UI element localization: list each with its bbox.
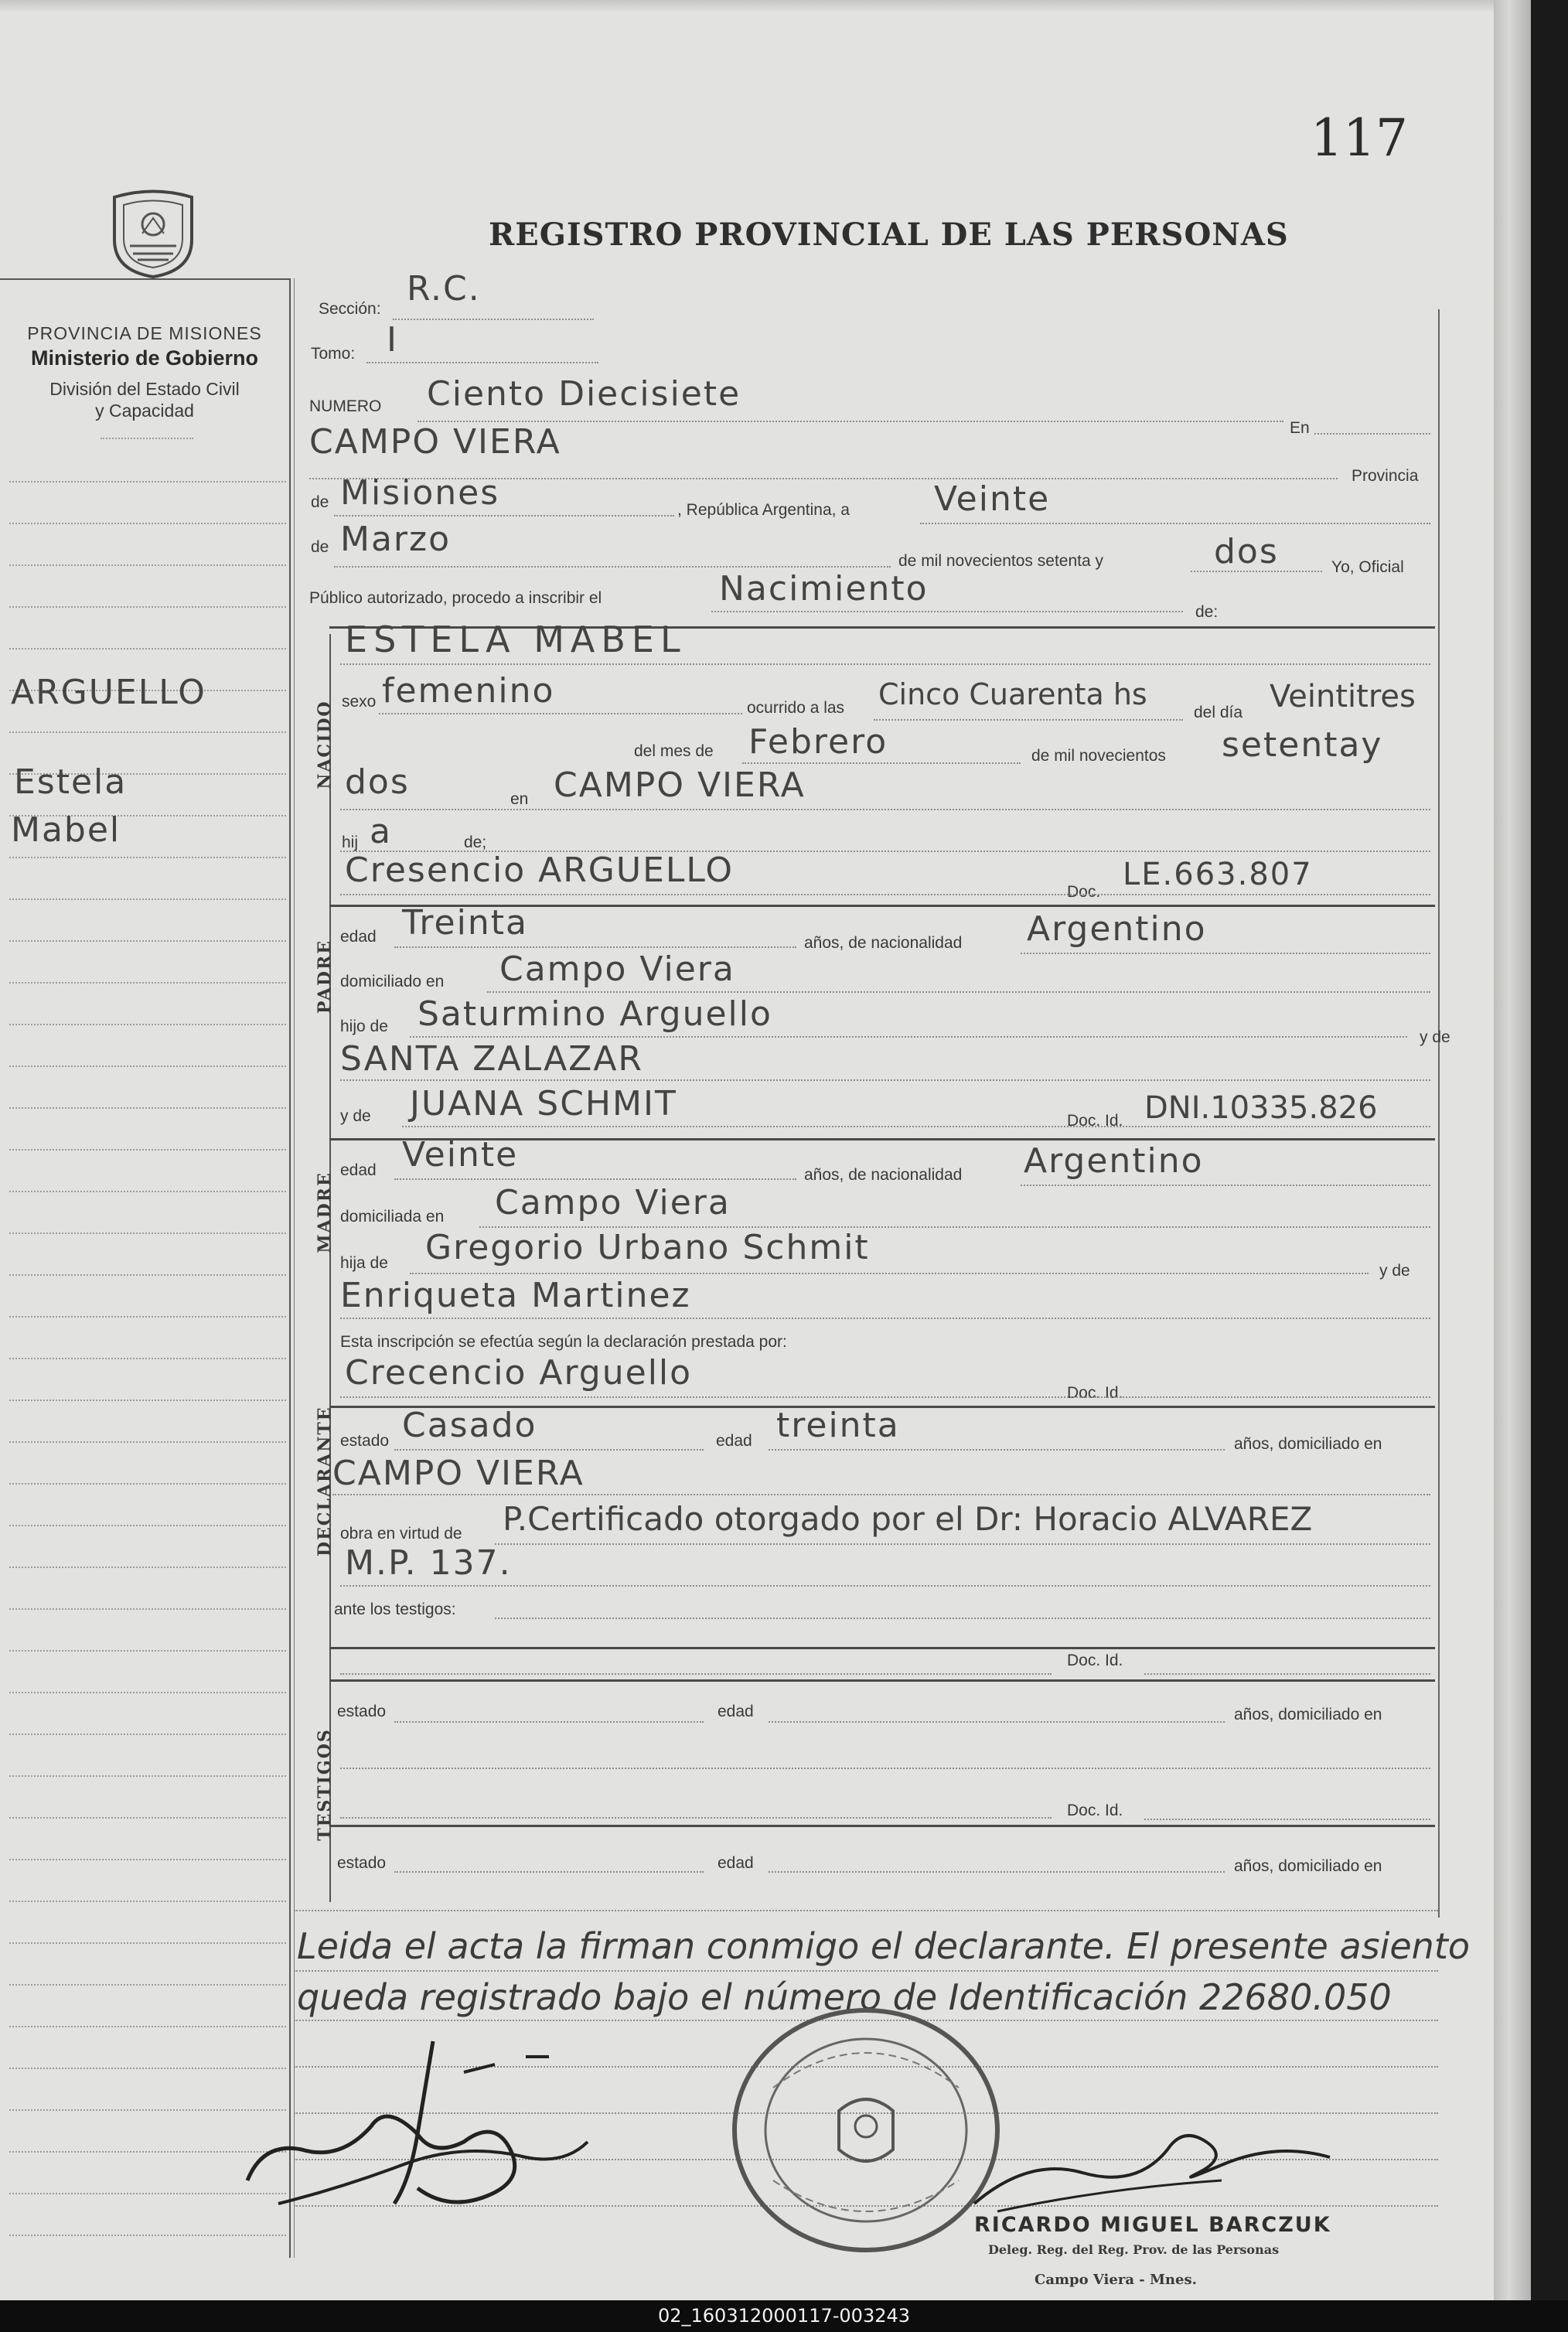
value-lugar: CAMPO VIERA (309, 422, 561, 462)
value-madre-padre: Gregorio Urbano Schmit (425, 1228, 870, 1267)
value-hij-suffix: a (370, 812, 392, 851)
line-seccion (393, 319, 594, 320)
line-ano (1191, 571, 1322, 572)
value-lugar-nac: CAMPO VIERA (554, 765, 806, 805)
official-title: Deleg. Reg. del Reg. Prov. de las Personas (988, 2242, 1280, 2257)
label-padre-hijo: hijo de (340, 1018, 388, 1035)
line-obra2 (340, 1585, 1430, 1587)
line-provincia (334, 515, 674, 517)
line-madre-nac (1021, 1185, 1430, 1186)
line-en (1314, 433, 1430, 435)
value-dia: Veinte (934, 479, 1051, 519)
label-test2-doc: Doc. Id. (1067, 1802, 1123, 1819)
rule-test2 (329, 1825, 1435, 1827)
label-test2-estado: estado (337, 1854, 387, 1872)
rule-testigos-top (329, 1647, 1435, 1649)
line-mes (334, 566, 891, 568)
official-place: Campo Viera - Mnes. (1035, 2272, 1197, 2288)
value-ano-nac-a: setentay (1222, 725, 1383, 765)
label-test1-estado: estado (337, 1703, 387, 1720)
provincial-crest-icon (99, 186, 207, 278)
label-de-mil2: de mil novecientos (1031, 747, 1166, 765)
label-de-mes: de (311, 538, 329, 556)
label-madre-doc: Doc. Id. (1067, 1112, 1123, 1130)
section-column-divider (329, 634, 331, 1902)
value-seccion: R.C. (407, 269, 481, 309)
margin-header-line3: División del Estado Civil (49, 379, 240, 399)
label-padre-doc: Doc. (1067, 883, 1101, 901)
line-decl-edad (769, 1449, 1225, 1451)
value-decl-dom: CAMPO VIERA (332, 1454, 585, 1493)
value-decl-edad: treinta (776, 1406, 900, 1445)
label-de-mil: de mil novecientos setenta y (898, 552, 1103, 570)
label-decl-estado: estado (340, 1432, 390, 1450)
label-madre-yde2: y de (1379, 1262, 1410, 1280)
label-yo-oficial: Yo, Oficial (1331, 558, 1404, 576)
label-madre-nac: años, de nacionalidad (804, 1166, 963, 1184)
label-del-mes: del mes de (634, 742, 714, 760)
label-decl-doc: Doc. Id. (1067, 1384, 1123, 1402)
line-acto (711, 611, 1183, 612)
label-publico: Público autorizado, procedo a inscribir el (309, 589, 602, 607)
label-ante-testigos: ante los testigos: (334, 1601, 456, 1618)
line-nombre (340, 663, 1430, 665)
line-mes-nac (742, 762, 1021, 764)
line-dia (920, 523, 1430, 524)
value-madre-dom: Campo Viera (495, 1183, 731, 1222)
closing-line2: queda registrado bajo el número de Identificación 22680.050 (297, 1976, 1392, 2018)
book-edge (1494, 0, 1531, 2300)
label-padre-dom: domiciliado en (340, 973, 445, 990)
line-padre-padre (410, 1036, 1407, 1038)
line-madre-madre (340, 1318, 1430, 1319)
line-decl-dom (332, 1494, 1430, 1495)
line-padre-nac (1021, 953, 1430, 954)
label-numero: NUMERO (309, 397, 382, 415)
line-test1-doc (1144, 1673, 1430, 1675)
official-name: RICARDO MIGUEL BARCZUK (974, 2213, 1331, 2237)
line-ante (495, 1618, 1430, 1619)
margin-divider-inner (294, 278, 295, 2258)
label-esta-inscripcion: Esta inscripción se efectúa según la declaración prestada por: (340, 1333, 787, 1351)
official-stamp (727, 2003, 1005, 2258)
value-obra: P.Certificado otorgado por el Dr: Horacio ALVAREZ (503, 1500, 1313, 1538)
value-nombre: ESTELA MABEL (345, 619, 687, 660)
value-ano-nac-b: dos (345, 762, 410, 802)
line-madre-edad (394, 1178, 796, 1180)
value-mes: Marzo (340, 520, 452, 559)
label-test1-doc: Doc. Id. (1067, 1652, 1123, 1669)
label-en: En (1290, 419, 1310, 437)
page-top-edge (0, 0, 1531, 12)
line-test2-estado (394, 1871, 704, 1873)
line-test2-dom (294, 1910, 1438, 1911)
label-test1-edad: edad (718, 1703, 754, 1720)
label-decl-anos: años, domiciliado en (1234, 1435, 1382, 1453)
line-closing1 (294, 1970, 1438, 1972)
image-id-footer: 02_160312000117-003243 (0, 2300, 1568, 2332)
value-madre-nac: Argentino (1024, 1141, 1204, 1181)
label-del-dia: del día (1194, 704, 1243, 721)
line-hora (874, 719, 1183, 721)
value-hora: Cinco Cuarenta hs (878, 677, 1147, 711)
section-declarante: DECLARANTE (315, 1406, 335, 1556)
line-decl-estado (394, 1449, 704, 1451)
label-padre-yde: y de (1420, 1028, 1450, 1046)
label-hij: hij (342, 834, 359, 851)
label-madre-hija: hija de (340, 1254, 388, 1272)
label-seccion: Sección: (319, 300, 381, 318)
label-padre-nac: años, de nacionalidad (804, 934, 963, 952)
value-padre-edad: Treinta (402, 903, 528, 943)
margin-header-line4: y Capacidad (95, 401, 194, 421)
line-sexo (379, 713, 742, 714)
value-padre-nombre: Cresencio ARGUELLO (345, 851, 734, 890)
value-madre-doc: DNI.10335.826 (1144, 1090, 1378, 1126)
margin-header-line1: PROVINCIA DE MISIONES (27, 323, 262, 343)
value-declarante: Crecencio Arguello (345, 1353, 693, 1393)
value-madre-edad: Veinte (402, 1135, 519, 1175)
label-de-prov: de (311, 493, 329, 511)
line-padre-dom (487, 991, 1430, 993)
label-obra: obra en virtud de (340, 1525, 462, 1543)
line-padre (340, 894, 1430, 895)
label-sexo: sexo (342, 693, 377, 711)
section-padre: PADRE (315, 939, 335, 1014)
margin-divider (289, 278, 291, 2258)
label-ocurrido: ocurrido a las (747, 699, 845, 717)
line-padre-madre (340, 1079, 1430, 1081)
label-madre-dom: domiciliada en (340, 1208, 445, 1226)
label-madre-edad: edad (340, 1161, 377, 1179)
line-madre (402, 1126, 1430, 1127)
value-madre-nombre: JUANA SCHMIT (410, 1084, 677, 1123)
line-lugar-nac (340, 809, 1430, 810)
label-de-hij: de; (464, 834, 487, 851)
line-tomo (366, 362, 598, 363)
value-padre-madre: SANTA ZALAZAR (340, 1039, 643, 1079)
value-obra2: M.P. 137. (345, 1543, 512, 1583)
label-de-acto: de: (1195, 603, 1219, 621)
value-madre-madre: Enriqueta Martinez (340, 1276, 691, 1315)
value-decl-estado: Casado (402, 1406, 537, 1445)
declarant-signature (232, 2026, 603, 2227)
label-test2-anos: años, domiciliado en (1234, 1857, 1382, 1875)
margin-header-line2: Ministerio de Gobierno (30, 346, 259, 370)
label-test1-anos: años, domiciliado en (1234, 1706, 1382, 1723)
line-padre-edad (394, 946, 796, 948)
label-test2-edad: edad (718, 1854, 754, 1872)
line-test1-dom (340, 1768, 1430, 1769)
line-obra (495, 1543, 1430, 1545)
line-madre-padre (410, 1273, 1369, 1274)
line-test2-edad (769, 1871, 1225, 1873)
rule-test1 (329, 1679, 1435, 1682)
official-signature (966, 2111, 1338, 2227)
section-madre: MADRE (315, 1171, 335, 1253)
label-provincia: Provincia (1352, 467, 1419, 485)
page-number: 117 (1311, 108, 1408, 168)
label-madre-yde: y de (340, 1107, 371, 1125)
margin-note-surname: ARGUELLO (11, 673, 206, 712)
value-tomo: I (387, 320, 398, 360)
value-acto: Nacimiento (719, 569, 929, 609)
value-provincia: Misiones (340, 473, 500, 513)
label-republica: , República Argentina, a (677, 501, 850, 519)
value-padre-doc: LE.663.807 (1123, 857, 1313, 892)
document-title: REGISTRO PROVINCIAL DE LAS PERSONAS (489, 216, 1289, 253)
value-padre-nac: Argentino (1027, 909, 1207, 949)
line-testigo2 (340, 1817, 1052, 1819)
line-declarante (340, 1396, 1430, 1398)
section-nacido: NACIDO (315, 700, 335, 789)
line-testigo1 (340, 1673, 1052, 1675)
line-test2-doc (1144, 1819, 1430, 1820)
margin-note-name1: Estela (14, 762, 128, 802)
closing-line1: Leida el acta la firman conmigo el declarante. El presente asiento (297, 1925, 1471, 1967)
label-en-nac: en (510, 790, 529, 808)
label-padre-edad: edad (340, 928, 377, 946)
value-dia-nac: Veintitres (1270, 679, 1416, 714)
line-test1-edad (769, 1721, 1225, 1723)
label-tomo: Tomo: (311, 345, 356, 363)
section-testigos: TESTIGOS (315, 1728, 335, 1841)
right-frame (1438, 309, 1440, 1918)
value-padre-padre: Saturmino Arguello (418, 994, 772, 1034)
value-ano: dos (1214, 532, 1279, 571)
line-test1-estado (394, 1721, 704, 1723)
value-padre-dom: Campo Viera (499, 950, 735, 989)
value-numero: Ciento Diecisiete (427, 374, 741, 414)
label-decl-edad: edad (716, 1432, 752, 1450)
value-sexo: femenino (382, 671, 555, 711)
value-mes-nac: Febrero (748, 722, 888, 762)
margin-note-name2: Mabel (11, 810, 121, 850)
